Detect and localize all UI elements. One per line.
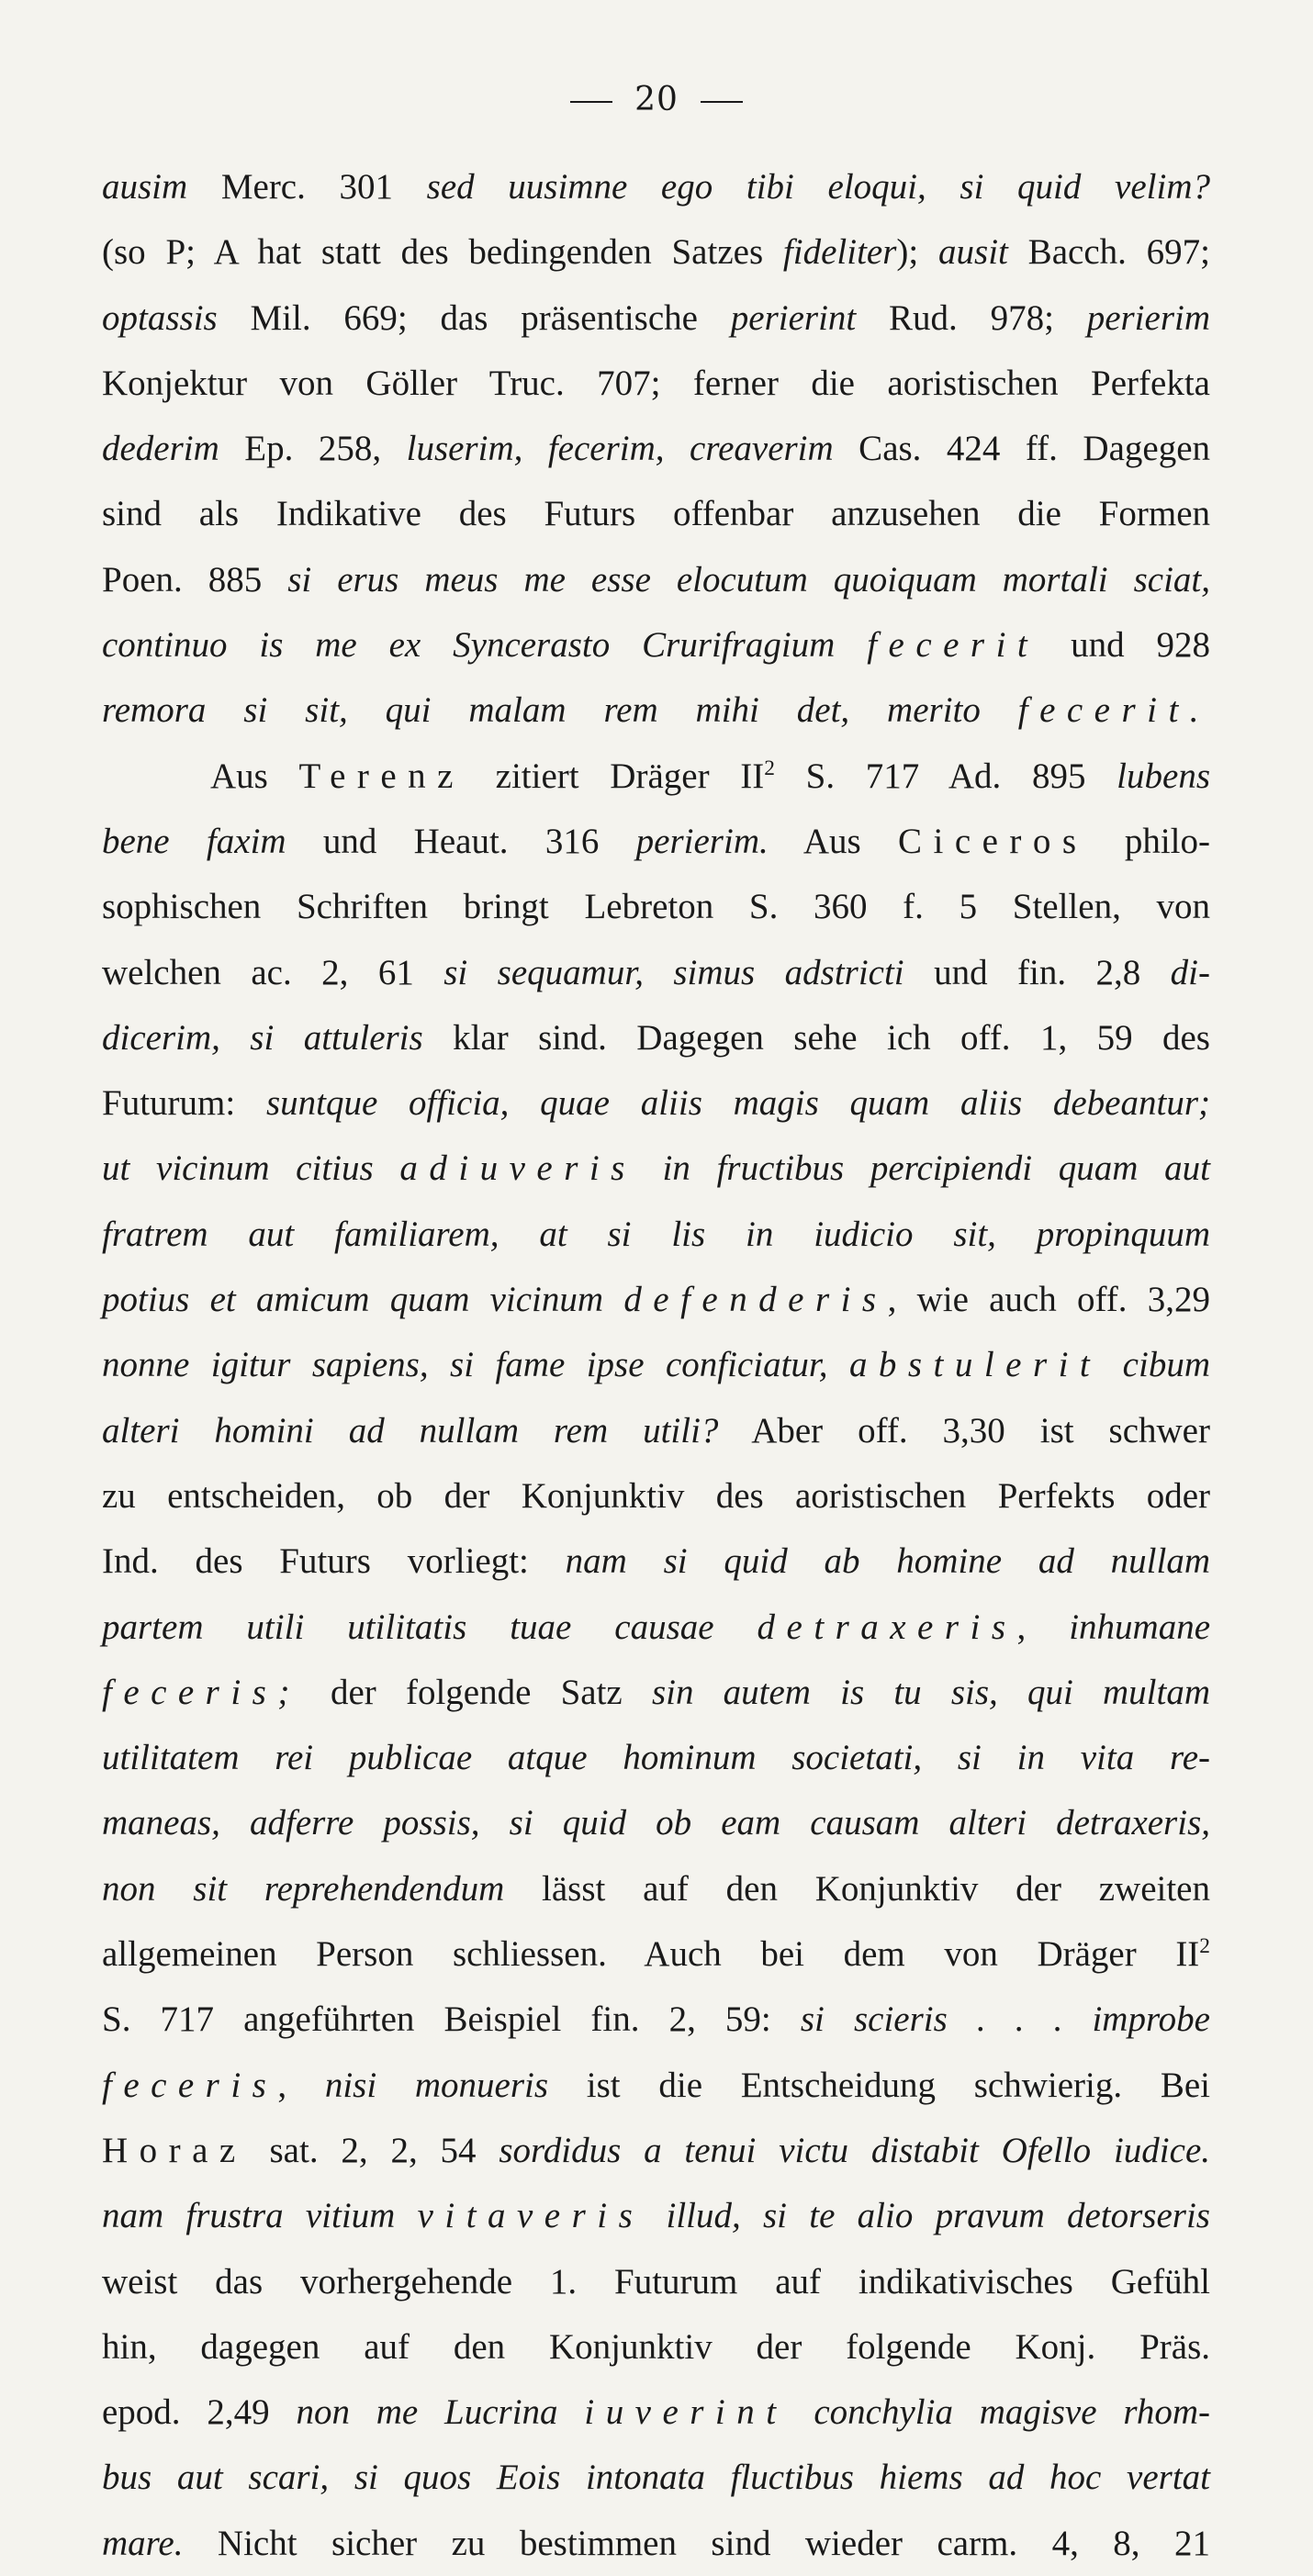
text-segment: feceris (102, 2065, 278, 2105)
text-segment: perierim (1086, 297, 1210, 338)
text-segment: Aus (768, 821, 899, 861)
text-line (102, 1987, 1210, 2052)
text-segment: nam frustra vitium (102, 2196, 418, 2236)
text-segment: zitiert Dräger II (464, 756, 765, 796)
text-segment: adiuveris (399, 1148, 636, 1189)
text-segment: Futurum: (102, 1083, 266, 1124)
text-segment: ausit (938, 232, 1008, 273)
superscript: 2 (1199, 1934, 1210, 1959)
text-segment: nam si quid ab homine ad nullam (565, 1541, 1210, 1582)
text-line (102, 940, 1210, 1005)
text-segment: der folgende Satz (300, 1672, 652, 1712)
text-line (102, 809, 1210, 874)
text-segment: dederim (102, 429, 219, 469)
text-line (102, 2445, 1210, 2510)
text-segment: Ciceros (898, 821, 1088, 861)
text-segment: Ind. des Futurs vorliegt: (102, 1541, 566, 1582)
text-line (102, 1398, 1210, 1463)
text-segment: welchen ac. 2, 61 (102, 952, 444, 992)
text-segment: bene faxim (102, 821, 286, 861)
text-segment: , (277, 2065, 325, 2105)
text-segment: vitaveris (417, 2196, 645, 2236)
text-segment: si erus meus me esse elocutum quoiquam mortali sciat, (287, 559, 1210, 599)
text-line (102, 2314, 1210, 2380)
text-segment: und 928 (1038, 625, 1210, 666)
text-segment: defenderis (623, 1280, 888, 1320)
text-segment: remora si sit, qui malam rem mihi det, merito (102, 690, 1018, 731)
text-line (102, 1921, 1210, 1987)
text-line (102, 874, 1210, 939)
text-segment: alteri homini ad nullam rem utili? (102, 1410, 719, 1450)
text-segment: Mil. 669; das präsentische (217, 297, 731, 338)
text-line (102, 1856, 1210, 1921)
text-segment: allgemeinen Person schliessen. Auch bei dem von Dräger II (102, 1934, 1200, 1975)
text-line (102, 1660, 1210, 1725)
text-segment: utilitatem rei publicae atque hominum societati, si in vita re- (102, 1738, 1210, 1778)
text-segment: sordidus a tenui victu distabit Ofello iudice. (499, 2130, 1211, 2170)
text-segment: Aus (210, 756, 299, 796)
text-segment: mare. (102, 2523, 184, 2563)
text-segment: ist die Entscheidung schwierig. Bei (548, 2065, 1211, 2105)
text-segment: feceris; (102, 1672, 301, 1712)
header-dash-left (570, 101, 612, 103)
text-line (102, 481, 1210, 546)
text-segment: iuverint (584, 2392, 788, 2433)
text-line (102, 612, 1210, 678)
text-segment: ausim (102, 167, 188, 207)
text-segment: optassis (102, 297, 218, 338)
text-segment: perierim. (635, 821, 769, 861)
text-segment: dicerim, si attuleris (102, 1017, 423, 1058)
text-segment: und fin. 2,8 (903, 952, 1171, 992)
text-segment: S. 717 Ad. 895 (774, 756, 1117, 796)
text-segment: Aber off. 3,30 ist schwer (718, 1410, 1210, 1450)
text-segment: potius et amicum quam vicinum (102, 1280, 624, 1320)
text-line (102, 1267, 1210, 1332)
text-segment: sed uusimne ego tibi eloqui, si quid velim? (426, 167, 1210, 207)
body-text (102, 154, 1210, 2576)
header-dash-right (701, 101, 743, 103)
text-segment: sat. 2, 2, 54 (246, 2130, 499, 2170)
text-segment: partem utili utilitatis tuae causae (102, 1607, 758, 1647)
text-line (102, 547, 1210, 612)
page-header (0, 81, 1313, 118)
text-line (102, 744, 1210, 809)
text-segment: Ep. 258, (219, 429, 407, 469)
text-segment: Bacch. 697; (1007, 232, 1211, 273)
text-line (102, 154, 1210, 219)
text-segment: fecerit (867, 625, 1039, 666)
page-number: 20 (634, 81, 679, 118)
text-line (102, 2053, 1210, 2118)
text-segment: Horaz (102, 2130, 247, 2170)
text-line (102, 416, 1210, 481)
text-segment: luserim, fecerim, creaverim (406, 429, 834, 469)
text-segment: conchylia magisve rhom- (787, 2392, 1210, 2433)
text-line (102, 2183, 1210, 2248)
text-segment: (so P; A hat statt des bedingenden Satzes (102, 232, 783, 273)
text-segment: continuo is me ex Syncerasto Crurifragium (102, 625, 868, 666)
superscript: 2 (764, 756, 775, 780)
text-segment: Konjektur von Göller Truc. 707; ferner die aoristischen Perfekta (102, 363, 1210, 403)
text-segment: sophischen Schriften bringt Lebreton S. 360 f. 5 Stellen, von (102, 887, 1210, 927)
text-segment: si sequamur, simus adstricti (443, 952, 904, 992)
text-line (102, 1595, 1210, 1660)
text-segment: si scieris . . . improbe (800, 1999, 1210, 2040)
text-line (102, 1136, 1210, 1201)
text-line (102, 1070, 1210, 1136)
text-segment: philo- (1087, 821, 1210, 861)
text-line (102, 1463, 1210, 1529)
text-segment: in fructibus percipiendi quam aut (635, 1148, 1210, 1189)
text-segment: Nicht sicher zu bestimmen sind wieder carm. 4, 8, 21 (183, 2523, 1210, 2563)
text-segment: Cas. 424 ff. Dagegen (833, 429, 1211, 469)
text-line (102, 1332, 1210, 1397)
text-segment: ); (896, 232, 939, 273)
text-line (102, 351, 1210, 416)
text-segment: epod. 2,49 (102, 2392, 297, 2433)
text-segment: , (1016, 1607, 1070, 1647)
text-segment: Poen. 885 (102, 559, 288, 599)
text-segment: inhumane (1069, 1607, 1210, 1647)
text-line (102, 1529, 1210, 1594)
text-segment: sin autem is tu sis, qui multam (651, 1672, 1210, 1712)
text-segment: Terenz (298, 756, 465, 796)
text-segment: ut vicinum citius (102, 1148, 400, 1189)
text-segment: zu entscheiden, ob der Konjunktiv des aoristischen Perfekts oder (102, 1475, 1210, 1516)
text-segment: perierint (730, 297, 857, 338)
text-segment: suntque officia, quae aliis magis quam aliis debeantur; (265, 1083, 1210, 1124)
text-segment: di- (1170, 952, 1210, 992)
text-segment: nonne igitur sapiens, si fame ipse conficiatur, (102, 1345, 849, 1385)
text-segment: lubens (1117, 756, 1210, 796)
text-segment: Merc. 301 (187, 167, 427, 207)
text-segment: abstulerit (848, 1345, 1102, 1385)
text-line (102, 2249, 1210, 2314)
text-line (102, 1725, 1210, 1790)
text-segment: , wie auch off. 3,29 (887, 1280, 1211, 1320)
text-segment: Rud. 978; (856, 297, 1087, 338)
text-segment: S. 717 angeführten Beispiel fin. 2, 59: (102, 1999, 801, 2040)
text-segment: klar sind. Dagegen sehe ich off. 1, 59 des (422, 1017, 1210, 1058)
text-line (102, 219, 1210, 285)
text-segment: und Heaut. 316 (286, 821, 636, 861)
text-segment: fratrem aut familiarem, at si lis in iudicio sit, propinquum (102, 1214, 1210, 1254)
text-line (102, 678, 1210, 743)
text-segment: hin, dagegen auf den Konjunktiv der folgende Konj. Präs. (102, 2326, 1210, 2367)
text-segment: fecerit. (1017, 690, 1210, 731)
text-line (102, 1005, 1210, 1070)
text-segment: weist das vorhergehende 1. Futurum auf indikativisches Gefühl (102, 2261, 1210, 2302)
text-segment: non me Lucrina (296, 2392, 585, 2433)
text-segment: lässt auf den Konjunktiv der zweiten (504, 1868, 1210, 1909)
text-line (102, 2511, 1210, 2576)
text-segment: illud, si te alio pravum detorseris (644, 2196, 1210, 2236)
text-segment: non sit reprehendendum (102, 1868, 505, 1909)
text-line (102, 2380, 1210, 2445)
text-line (102, 1790, 1210, 1855)
text-segment: cibum (1101, 1345, 1210, 1385)
text-segment: fideliter (782, 232, 897, 273)
text-segment: sind als Indikative des Futurs offenbar anzusehen die Formen (102, 494, 1210, 534)
text-segment: nisi monueris (324, 2065, 549, 2105)
text-line (102, 2118, 1210, 2183)
text-segment: bus aut scari, si quos Eois intonata fluctibus hiems ad hoc vertat (102, 2458, 1210, 2498)
text-segment: detraxeris (757, 1607, 1017, 1647)
text-line (102, 1202, 1210, 1267)
text-segment: maneas, adferre possis, si quid ob eam causam alteri detraxeris, (102, 1803, 1210, 1843)
text-line (102, 286, 1210, 351)
